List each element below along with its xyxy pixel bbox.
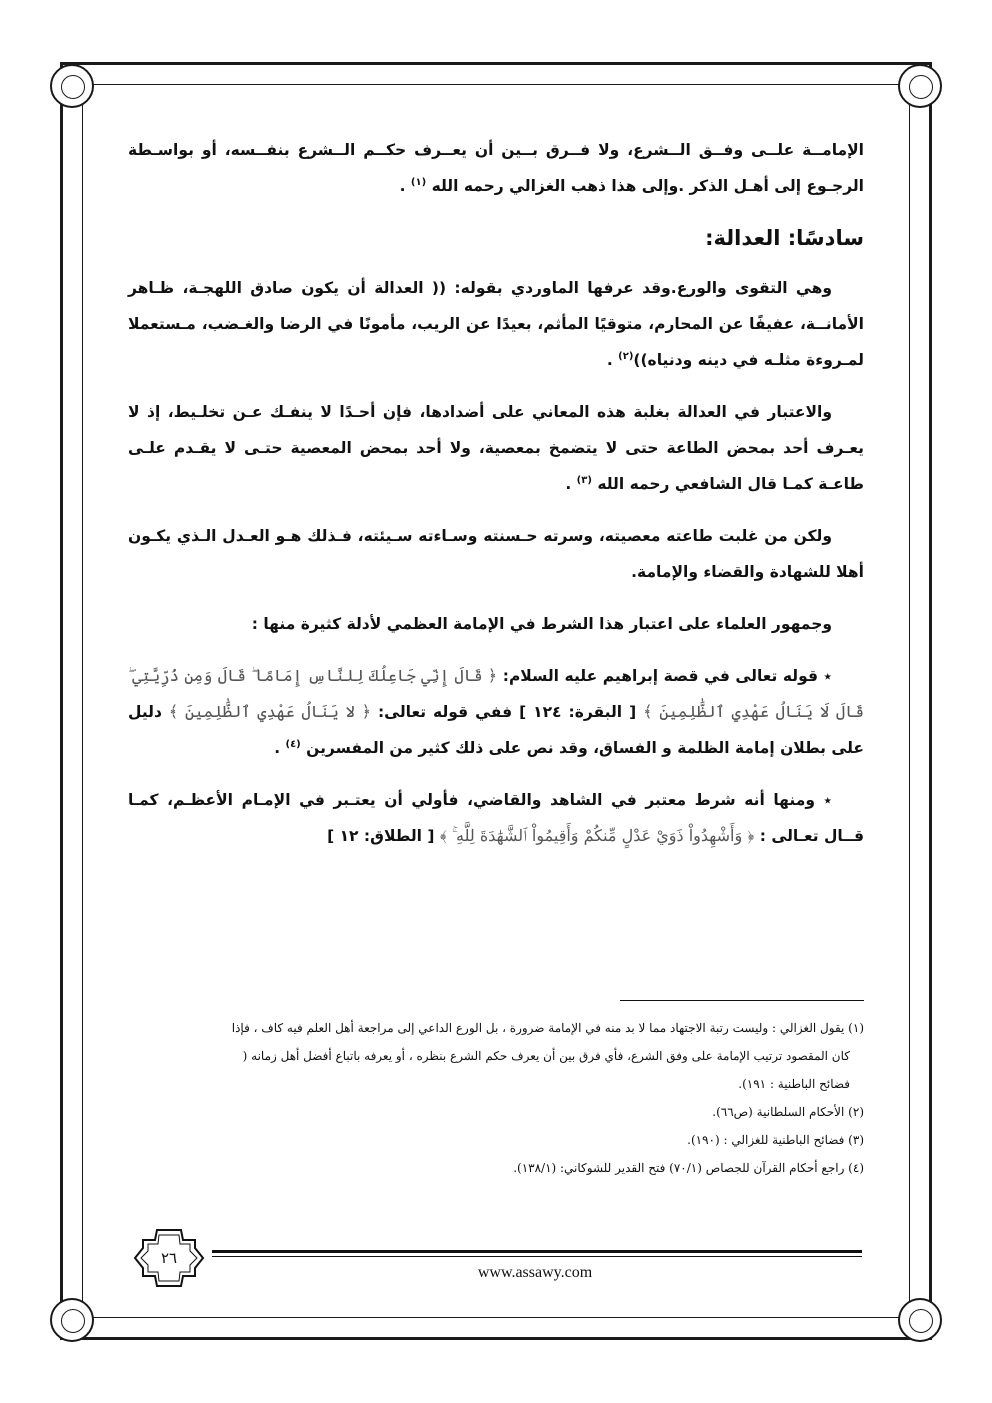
page-number: ٢٦ [160, 1249, 178, 1267]
verse-citation-1: [ البقرة: ١٢٤ ] ففي قوله تعالى: [377, 703, 637, 721]
paragraph-3-text: والاعتبار في العدالة بغلبة هذه المعاني على أضدادها، فإن أحـدًا لا ينفـك عـن تخلـيط، إذ لا يعـرف أحد بمحض الطاعة حتى لا يتضمخ بمعصية، ولا أحد بمحض المعصية حتـى لا يقـدم علـى طاعـة كمـا قال الشافعي رحمه الله [128, 403, 864, 493]
quran-verse-2: ﴿ لا يَنَالُ عَهْدِي ٱلظَّٰلِمِينَ ﴾ [168, 702, 371, 721]
paragraph-5: وجمهور العلماء على اعتبار هذا الشرط في الإمامة العظمي لأدلة كثيرة منها : [251, 615, 832, 633]
paragraph-3: والاعتبار في العدالة بغلبة هذه المعاني على أضدادها، فإن أحـدًا لا ينفـك عـن تخلـيط، إذ لا يعـرف أحد بمحض الطاعة حتى لا يتضمخ بمعصية، ولا أحد بمحض المعصية حتـى لا يقـدم علـى طاعـة كمـا قال الشافعي رحمه الله $^{(٣)}$ . [128, 403, 864, 493]
paragraph-6-tail: دليل على بطلان إمامة الظلمة و الفساق، وقد نص على ذلك كثير من المفسرين [128, 703, 864, 757]
footnote-ref-4[interactable]: (٤) [285, 738, 301, 750]
footer-rule-thin [212, 1256, 862, 1257]
paragraph-2-text: وهي التقوى والورع.وقد عرفها الماوردي بقوله: (( العدالة أن يكون صادق اللهجـة، ظـاهر الأمانــة، عفيفًا عن المحارم، متوقيًا المأثم، بعيدًا عن الريب، مأمونًا في الرضا والغـضب، مـستعملا لمـروءة مثلـه في دينه ودنياه)) [128, 279, 864, 369]
footnote-4: (٤) راجع أحكام القرآن للجصاص (٧٠/١) فتح القدير للشوكاني: (١٣٨/١). [513, 1161, 864, 1175]
quran-verse-1: ﴿ قَالَ إِنِّي جَاعِلُكَ لِلنَّاسِ إِمَامًا ۖ قَالَ وَمِن ذُرِّيَّتِي ۖ قَالَ لَا يَنَالُ عَهْدِي ٱلظَّٰلِمِينَ ﴾ [128, 666, 864, 721]
paragraph-2: وهي التقوى والورع.وقد عرفها الماوردي بقوله: (( العدالة أن يكون صادق اللهجـة، ظـاهر الأمانــة، عفيفًا عن المحارم، متوقيًا المأثم، بعيدًا عن الريب، مأمونًا في الرضا والغـضب، مـستعملا لمـروءة مثلـه في دينه ودنياه))$^{(٢)}$ . [128, 279, 864, 369]
main-text [128, 132, 864, 870]
footnote-1-line-3: فضائح الباطنية : ١٩١). [738, 1077, 850, 1091]
footnotes [128, 1014, 864, 1182]
footnote-separator [620, 1000, 864, 1001]
quran-verse-3: ﴿ وَأَشْهِدُواْ ذَوَيْ عَدْلٍ مِّنكُمْ وَأَقِيمُواْ ٱلشَّهَٰدَةَ لِلَّهِ ۚ ﴾ [439, 826, 755, 845]
footer-rule-thick [212, 1250, 862, 1253]
footnote-ref-2[interactable]: (٢) [618, 350, 634, 362]
footnote-3: (٣) فضائح الباطنية للغزالي : (١٩٠). [687, 1133, 864, 1147]
footnote-1-line-2: كان المقصود ترتيب الإمامة على وفق الشرع، فأي فرق بين أن يعرف حكم الشرع بنظره ، أو يعرفه باتباع أفضل أهل زمانه ( [242, 1049, 850, 1063]
paragraph-1: الإمامــة علــى وفــق الــشرع، ولا فــرق بــين أن يعــرف حكــم الــشرع بنفــسه، أو بواسـطة الرجـوع إلى أهـل الذكر .وإلى هذا ذهب الغزالي رحمه الله $^{(١)}$ . [128, 141, 864, 195]
section-heading: سادسًا: العدالة: [705, 226, 864, 250]
paragraph-6-lead: ٭ قوله تعالى في قصة إبراهيم عليه السلام: [502, 667, 832, 685]
corner-ornament-top-right [898, 64, 942, 108]
footnote-2: (٢) الأحكام السلطانية (ص٦٦). [712, 1105, 864, 1119]
paragraph-6: ٭ قوله تعالى في قصة إبراهيم عليه السلام: ﴿ قَالَ إِنِّي جَاعِلُكَ لِلنَّاسِ إِمَامًا ۖ قَالَ وَمِن ذُرِّيَّتِي ۖ قَالَ لَا يَنَالُ عَهْدِي ٱلظَّٰلِمِينَ ﴾ [ البقرة: ١٢٤ ] ففي قوله تعالى: ﴿ لا يَنَالُ عَهْدِي ٱلظَّٰلِمِينَ ﴾ دليل على بطلان إمامة الظلمة و الفساق، وقد نص على ذلك كثير من المفسرين $^{(٤)}$ . [128, 666, 864, 757]
paragraph-4: ولكن من غلبت طاعته معصيته، وسرته حـسنته وسـاءته سـيئته، فـذلك هـو العـدل الـذي يكـون أهلا للشهادة والقضاء والإمامة. [128, 527, 864, 581]
paragraph-7 [128, 782, 864, 854]
footnote-1-line-1: (١) يقول الغزالي : وليست رتبة الاجتهاد مما لا بد منه في الإمامة ضرورة ، بل الورع الداعي إلى مراجعة أهل العلم فيه كاف ، فإذا [231, 1021, 864, 1035]
footnote-ref-3[interactable]: (٣) [576, 474, 592, 486]
paragraph-1-text: الإمامــة علــى وفــق الــشرع، ولا فــرق بــين أن يعــرف حكــم الــشرع بنفــسه، أو بواسـطة الرجـوع إلى أهـل الذكر .وإلى هذا ذهب الغزالي رحمه الله [128, 141, 864, 195]
footer-url-link[interactable]: www.assawy.com [477, 1264, 593, 1281]
verse-citation-2: [ الطلاق: ١٢ ] [327, 827, 435, 845]
corner-ornament-bottom-left [50, 1298, 94, 1342]
corner-ornament-top-left [50, 64, 94, 108]
footnote-ref-1[interactable]: (١) [410, 176, 427, 188]
paragraph-7-lead: ٭ ومنها أنه شرط معتبر في الشاهد والقاضي، فأولي أن يعتـبر في الإمـام الأعظـم، كمـا قــال تعـالى : [128, 791, 864, 845]
corner-ornament-bottom-right [898, 1298, 942, 1342]
